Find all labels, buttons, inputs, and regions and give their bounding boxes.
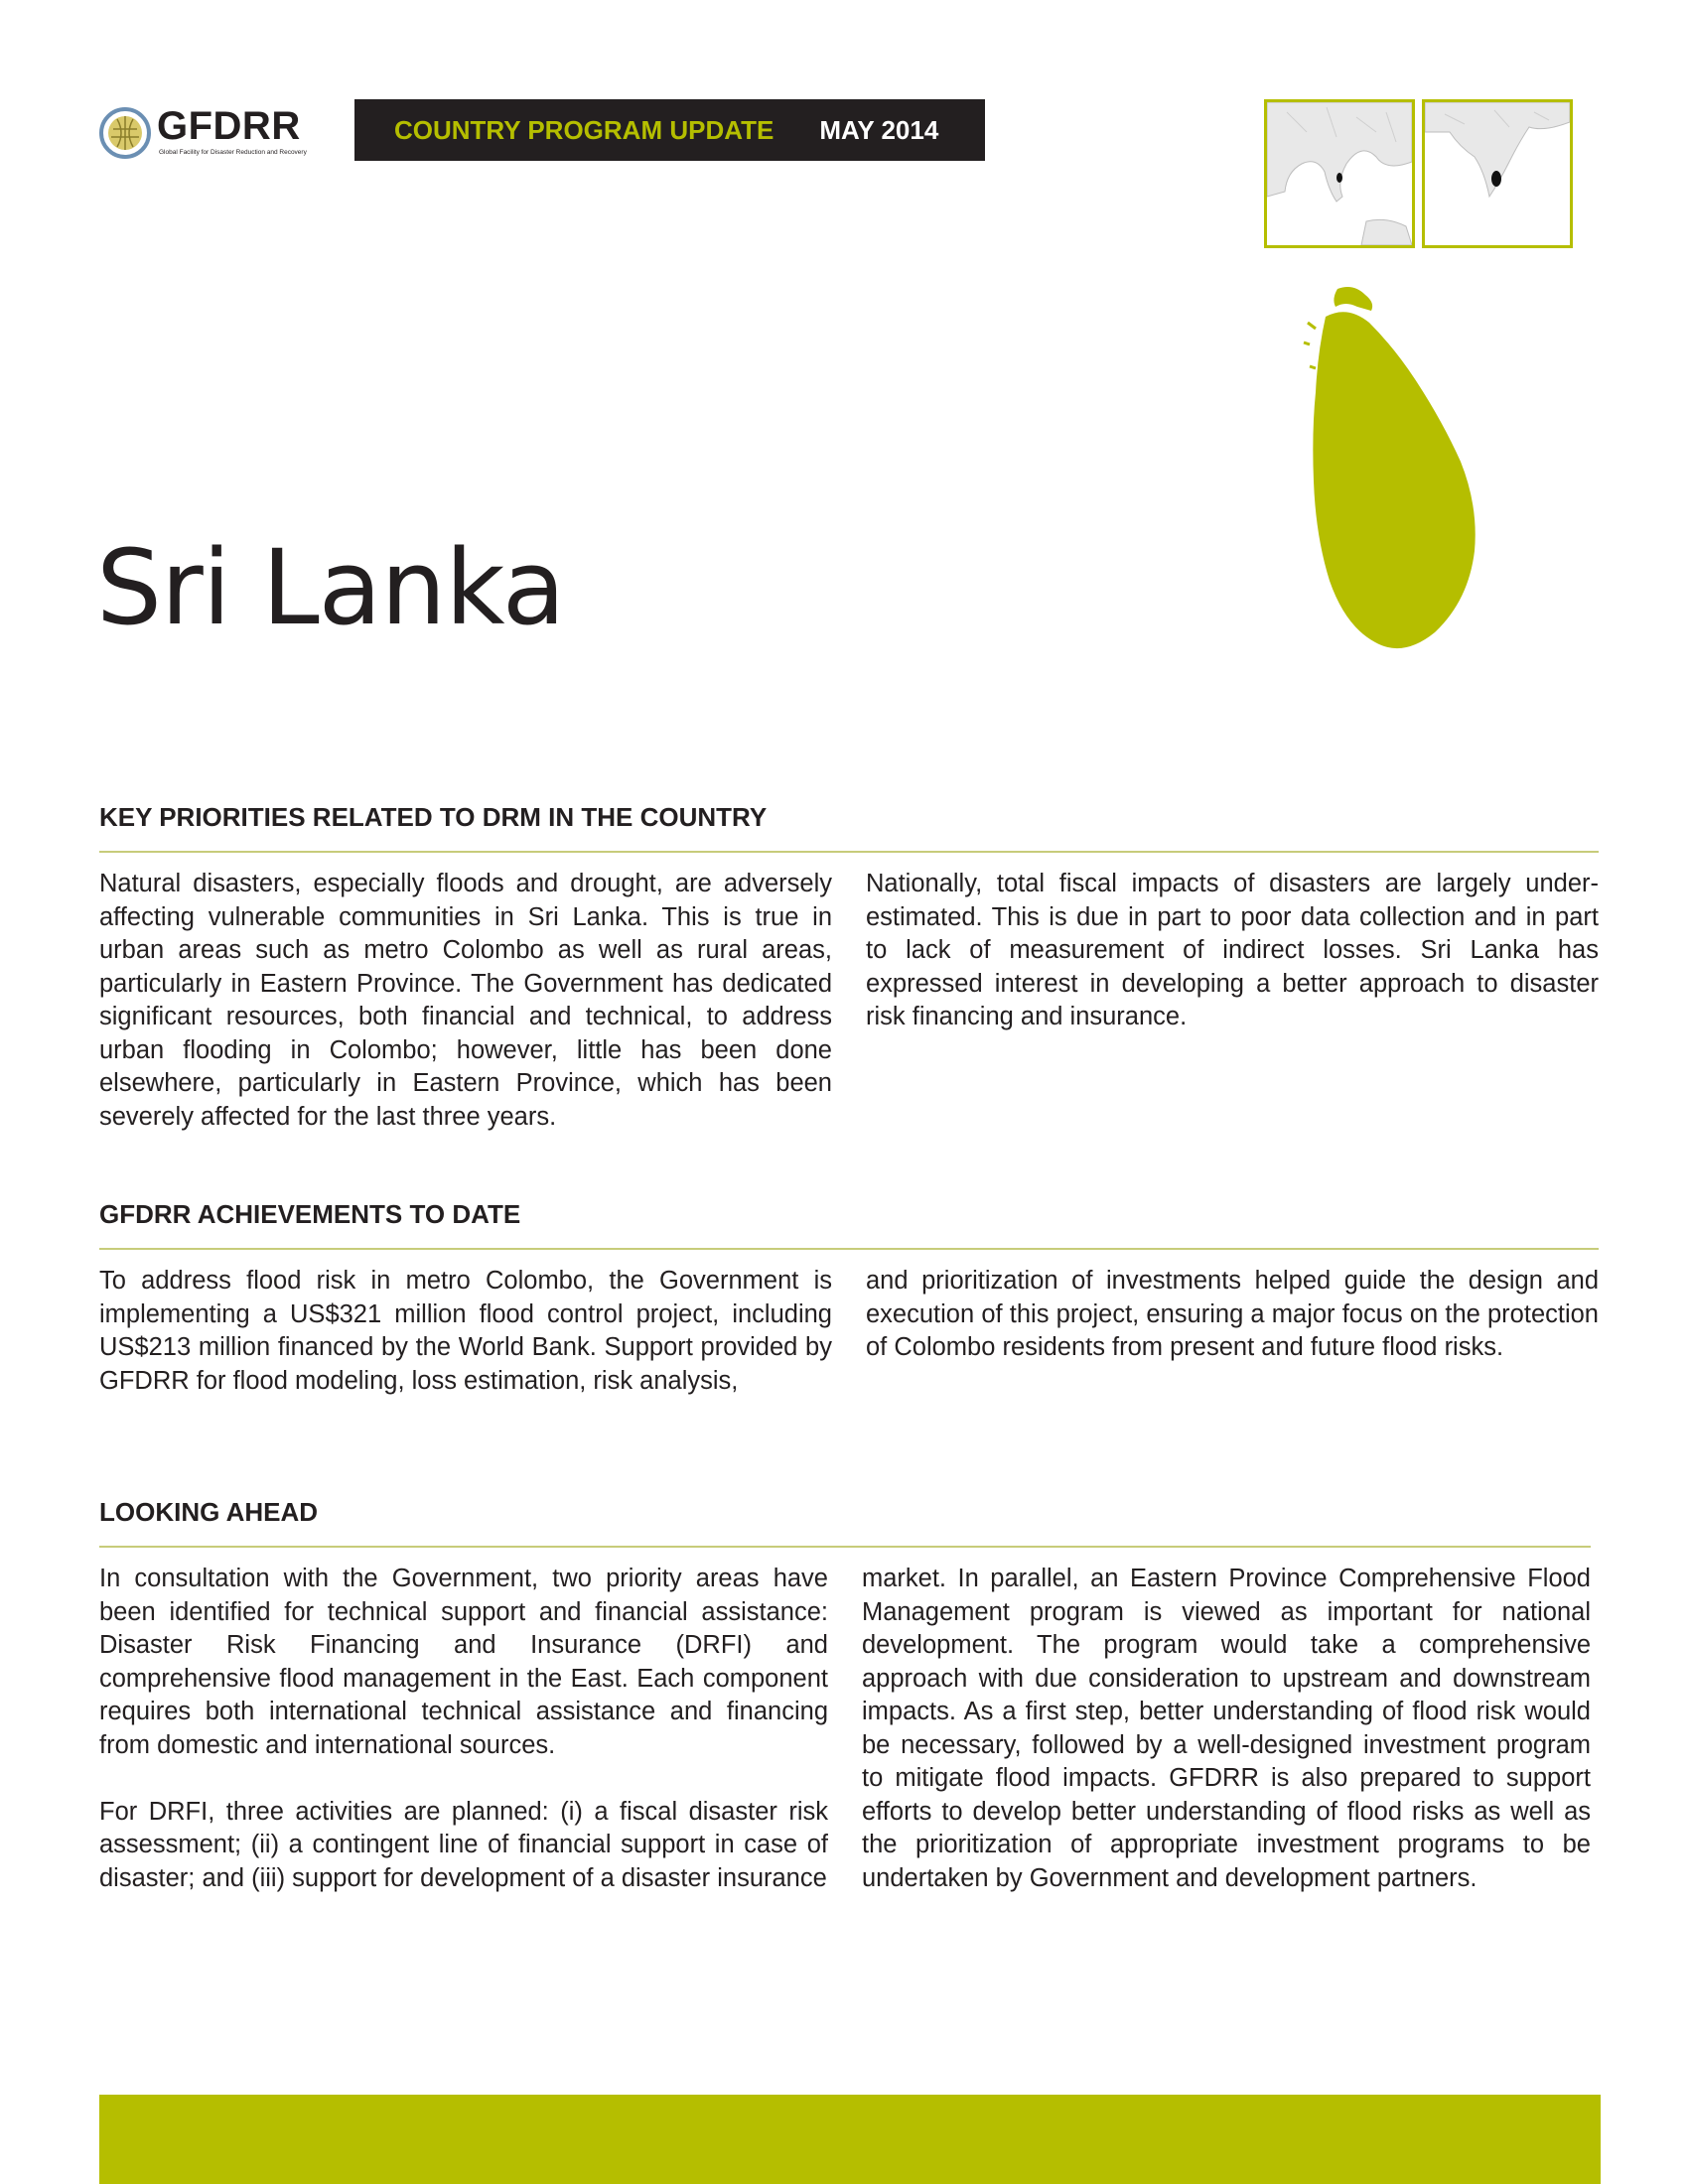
achievements-right-column	[866, 1265, 1599, 1365]
section-divider	[99, 1546, 1591, 1548]
gfdrr-logo	[99, 103, 318, 163]
key-priorities-left-column	[99, 868, 832, 1134]
logo-tagline: Global Facility for Disaster Reduction and Recovery	[159, 149, 307, 156]
asia-map-icon	[1267, 102, 1412, 245]
paragraph: Natural disasters, especially floods and drought, are adversely affecting vulnerable communities in Sri Lanka. This is true in urban areas such as metro Colombo as well as rural areas, particularly in Eastern Province. The Government has dedicated significant resources, both financial and technical, to address urban flooding in Colombo; however, little has been done elsewhere, particularly in Eastern Province, which has been severely affected for the last three years.	[99, 870, 832, 1131]
program-label: COUNTRY PROGRAM UPDATE	[394, 114, 774, 145]
india-map-icon	[1425, 102, 1570, 245]
header-banner	[354, 99, 985, 161]
paragraph: and prioritization of investments helped guide the design and execution of this project, ensuring a major focus on the protection of Colombo residents from present and future flood risks.	[866, 1267, 1599, 1361]
section-heading-looking-ahead: LOOKING AHEAD	[99, 1497, 319, 1527]
country-locator-map	[1422, 99, 1573, 248]
looking-ahead-left-column	[99, 1563, 828, 1895]
paragraph: For DRFI, three activities are planned: (i) a fiscal disaster risk assessment; (ii) a contingent line of financial support in case of disaster; and (iii) support for development of a disaster insurance	[99, 1797, 828, 1892]
paragraph: In consultation with the Government, two priority areas have been identified for technical support and financial assistance: Disaster Risk Financing and Insurance (DRFI) and comprehensive flood management in the East. Each component requires both international technical assistance and financing from domestic and international sources.	[99, 1565, 828, 1759]
paragraph: market. In parallel, an Eastern Province Comprehensive Flood Management program is viewed as important for national development. The program would take a comprehensive approach with due consideration to upstream and downstream impacts. As a first step, better understanding of flood risk would be necessary, followed by a well-designed investment program to mitigate flood impacts. GFDRR is also prepared to support efforts to develop better understanding of flood risks as well as the prioritization of appropriate investment programs to be undertaken by Government and development partners.	[862, 1565, 1591, 1892]
regional-locator-map	[1264, 99, 1415, 248]
section-divider	[99, 851, 1599, 853]
date-label: MAY 2014	[819, 114, 939, 145]
paragraph: To address flood risk in metro Colombo, the Government is implementing a US$321 million flood control project, including US$213 million financed by the World Bank. Support provided by GFDRR for flood modeling, loss estimation, risk analysis,	[99, 1267, 832, 1395]
key-priorities-right-column	[866, 868, 1599, 1034]
section-heading-key-priorities: KEY PRIORITIES RELATED TO DRM IN THE COUNTRY	[99, 802, 768, 832]
achievements-left-column	[99, 1265, 832, 1398]
section-heading-achievements: GFDRR ACHIEVEMENTS TO DATE	[99, 1199, 521, 1229]
sri-lanka-map	[1286, 283, 1499, 655]
footer-color-band	[99, 2095, 1601, 2184]
looking-ahead-right-column	[862, 1563, 1591, 1895]
globe-icon	[99, 107, 151, 159]
section-divider	[99, 1248, 1599, 1250]
paragraph: Nationally, total fiscal impacts of disasters are largely under-estimated. This is due in part to poor data collection and in part to lack of measurement of indirect losses. Sri Lanka has expressed interest in developing a better approach to disaster risk financing and insurance.	[866, 870, 1599, 1030]
logo-wordmark: GFDRR	[157, 104, 301, 148]
country-title: Sri Lanka	[96, 527, 565, 648]
